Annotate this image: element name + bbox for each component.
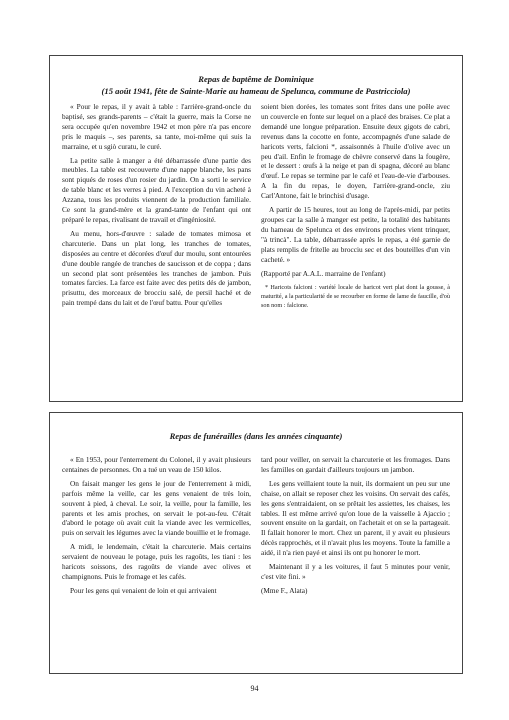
paragraph: soient bien dorées, les tomates sont frites dans une poêle avec un couvercle en fonte sur lequel on a placé des braises. Ce plat a demandé une longue préparation. Ensuite deux gigots de cabri, revenus dans la cocotte en fonte, accompagnés d'une salade de haricots verts, falcioni *, assaisonnés à l'huile d'olive avec un peu d'ail. Enfin le fromage de chèvre conservé dans la fougère, et le dessert : œufs à la neige et pan di spagna, décoré au blanc d'œuf. Le repas se termine par le café et l'eau-de-vie d'arbouses. A la fin du repas, le doyen, l'arrière-grand-oncle, ziu Carl'Antone, fait le brinchisi d'usage. [261,102,450,201]
paragraph: A partir de 15 heures, tout au long de l'après-midi, par petits groupes car la salle à manger est petite, la totalité des habitants du hameau de Spelunca et des environs proches vient trinquer, "à trincà". La table, débarrassée après le repas, a été garnie de plats remplis de fritelle au brocciu sec et des bouteilles d'un vin cacheté. » [261,205,450,264]
paragraph: Au menu, hors-d'œuvre : salade de tomates mimosa et charcuterie. Dans un plat long, les tranches de tomates, disposées au centre et décorées d'œuf dur moulu, sont entourées d'une double rangée de tranches de saucisson et de coppa ; dans un second plat sont présentées les tranches de jambon. Puis tomates farcies. La farce est faite avec des petits dés de jambon, prisuttu, des morceaux de brocciu salé, de persil haché et de pain trempé dans du lait et de l'œuf battu. Pour qu'elles [62,228,251,308]
paragraph: « En 1953, pour l'enterrement du Colonel, il y avait plusieurs centaines de personnes. On a tué un veau de 150 kilos. [62,455,251,474]
baptism-left-column [62,102,251,314]
paragraph: On faisait manger les gens le jour de l'enterrement à midi, parfois même la veille, car les gens venaient de très loin, souvent à pied, à cheval. Le soir, la veille, pour la famille, les parents et les amis proches, on servait le pot-au-feu. C'était d'abord le potage où avait cuit la viande avec les vermicelles, puis on servait les légumes avec la viande bouillie et le fromage. [62,478,251,538]
paragraph: « Pour le repas, il y avait à table : l'arrière-grand-oncle du baptisé, ses grands-parents – c'était la guerre, mais la Corse ne sera occupée qu'en novembre 1942 et mon père n'a pas encore pris le maquis –, ses parents, sa tante, moi-même qui suis la marraine, et u sgiò curatu, le curé. [62,102,251,151]
paragraph: A midi, le lendemain, c'était la charcuterie. Mais certains servaient de nouveau le potage, puis les ragoûts, les tiani : les haricots soissons, des ragoûts de viande avec olives et champignons. Puis le fromage et les cafés. [62,542,251,581]
funeral-meal-box [49,412,463,674]
baptism-columns [62,102,450,314]
funeral-columns [62,455,450,600]
baptism-title: Repas de baptême de Dominique [198,74,314,84]
funeral-title: Repas de funérailles (dans les années cinquante) [169,431,343,441]
baptism-right-column [261,102,450,314]
paragraph: Maintenant il y a les voitures, il faut 5 minutes pour venir, c'est vite fini. » [261,562,450,581]
paragraph: Les gens veillaient toute la nuit, ils dormaient un peu sur une chaise, on allait se reposer chez les voisins. On servait des cafés, les gens s'entraidaient, on se prêtait les assiettes, les chaises, les tables. Il est même arrivé qu'on loue de la vaisselle à Ajaccio ; souvent ensuite on la gardait, on l'achetait et on se la partageait. Il fallait honorer le mort. Chez un parent, il y avait eu plusieurs décès rapprochés, et il n'avait plus les moyens. Toute la famille a aidé, il n'a rien payé et ainsi ils ont pu honorer le mort. [261,478,450,558]
attribution: (Rapporté par A.A.L. marraine de l'enfant) [261,268,386,278]
footnote: * Haricots falcioni : variété locale de haricot vert plat dont la gousse, à maturité, a la particularité de se recourber en forme de lame de faucille, d'où son nom : falcione. [261,284,450,309]
funeral-right-column [261,455,450,600]
baptism-subtitle: (15 août 1941, fête de Sainte-Marie au hameau de Spelunca, commune de Pastricciola) [101,86,411,96]
attribution: (Mme F., Alata) [261,585,308,595]
page-number: 94 [250,684,259,693]
paragraph: La petite salle à manger a été débarrassée d'une partie des meubles. La table est recouverte d'une nappe blanche, les pans sont piqués de roses d'un rosier du jardin. On a sorti le service de table blanc et les verres à pied. A l'exception du vin acheté à Azzana, tous les produits viennent de la production familiale. Ce sont la grand-mère et la grand-tante de l'enfant qui ont préparé le repas, rivalisant de travail et d'ingéniosité. [62,155,251,224]
paragraph: tard pour veiller, on servait la charcuterie et les fromages. Dans les familles on gardait d'ailleurs toujours un jambon. [261,455,450,474]
funeral-left-column [62,455,251,600]
paragraph: Pour les gens qui venaient de loin et qui arrivaient [70,585,217,595]
baptism-meal-box [49,55,463,402]
